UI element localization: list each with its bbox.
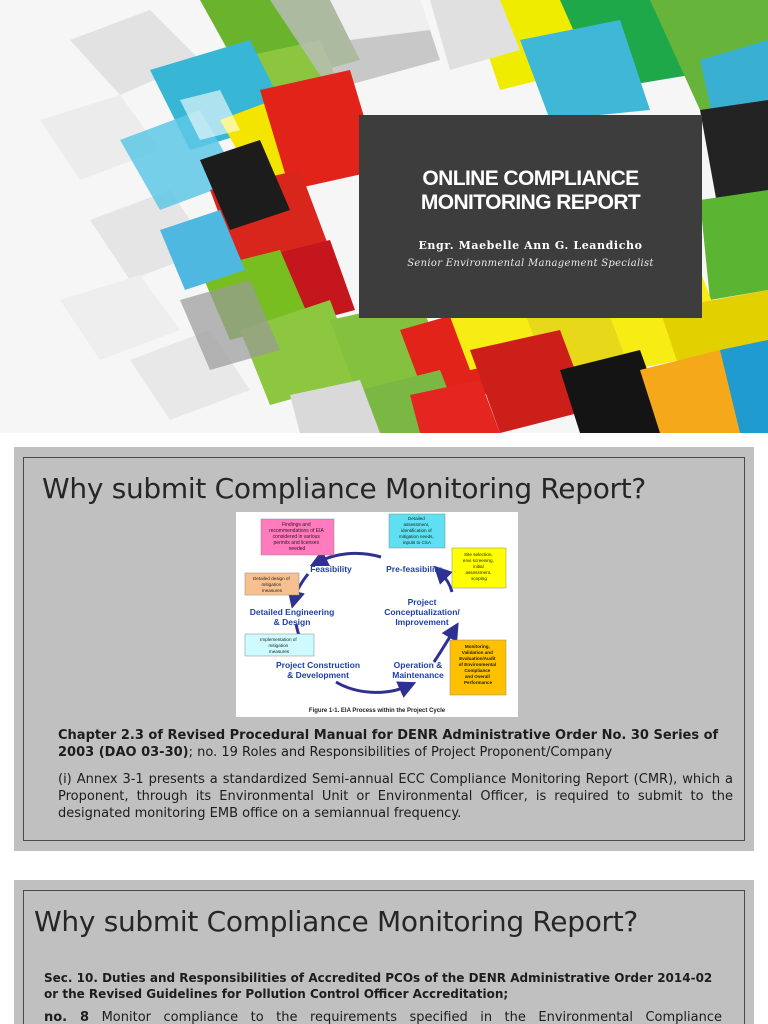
- svg-text:Site selection, envi: Site selection, envi screening, initial assessment, scoping: [462, 552, 494, 581]
- presentation-title: ONLINE COMPLIANCE MONITORING REPORT: [420, 167, 641, 214]
- annex-paragraph: (i) Annex 3-1 presents a standardized Semi-annual ECC Compliance Monitoring Report (CMR), which a Proponent, through its Environmental Unit or Environmental Officer, is required to submit to the designated monitoring EMB office on a semiannual frequency.: [58, 772, 733, 821]
- title-slide: [0, 0, 768, 433]
- svg-text:Maintenance: Maintenance: [392, 670, 444, 680]
- stage-detailed-engineering: Detailed Engineering: [249, 607, 335, 617]
- item-no-8-text: Monitor compliance to the requirements specified in the Environmental Compliance: [89, 1010, 723, 1024]
- item-no-8: [44, 1009, 722, 1024]
- svg-text:& Design: & Design: [273, 617, 311, 627]
- title-box: [359, 115, 702, 318]
- stage-conceptualization: Project: [407, 597, 437, 607]
- svg-text:Findings and recomme: Findings and recommendations of EIA considered in various permits and licenses needed: [269, 522, 324, 552]
- svg-text:Detailed design of m: Detailed design of mitigation measures: [252, 576, 290, 593]
- svg-text:Implementation of mi: Implementation of mitigation measures: [260, 637, 297, 654]
- stage-construction: Project Construction: [275, 660, 361, 670]
- stage-operation: Operation &: [393, 660, 443, 670]
- svg-text:& Development: & Development: [287, 670, 349, 680]
- eia-process-figure: [236, 512, 518, 717]
- slide-frame: [23, 457, 745, 841]
- slide-frame: [23, 890, 745, 1024]
- author-name: Engr. Maebelle Ann G. Leandicho: [418, 239, 643, 252]
- eia-cycle-diagram: [236, 512, 518, 717]
- stage-feasibility: Feasibility: [310, 564, 352, 574]
- chapter-reference: [58, 727, 733, 761]
- stage-prefeasibility: Pre-feasibility: [386, 564, 442, 574]
- section-10-paragraph: Sec. 10. Duties and Responsibilities of Accredited PCOs of the DENR Administrative Order 2014-02 or the Revised Guidelines for Pollution Control Officer Accreditation;: [44, 971, 713, 1001]
- svg-text:Monitoring, Validati: Monitoring, Validation and Evaluation/Audit of Environmental Compliance and Overall Performance: [458, 644, 497, 685]
- svg-text:Conceptualization/: Conceptualization/: [384, 607, 460, 617]
- item-no-8-label: no. 8: [44, 1010, 90, 1024]
- svg-text:Detailed assessment,: Detailed assessment, identification of mitigation needs, inputs to CSA: [398, 516, 434, 545]
- slide-why-submit-2: [14, 880, 754, 1024]
- svg-text:Improvement: Improvement: [395, 617, 449, 627]
- slide-heading: Why submit Compliance Monitoring Report?: [34, 905, 638, 938]
- chapter-reference-rest: ; no. 19 Roles and Responsibilities of Project Proponent/Company: [188, 745, 613, 760]
- author-role: Senior Environmental Management Specialist: [407, 258, 654, 269]
- figure-caption: Figure 1-1. EIA Process within the Project Cycle: [308, 708, 446, 714]
- slide-why-submit-1: [14, 447, 754, 851]
- slide-heading: Why submit Compliance Monitoring Report?: [42, 472, 646, 505]
- chapter-reference-bold: Chapter 2.3 of Revised Procedural Manual for DENR Administrative Order No. 30 Series of 2003 (DAO 03-30): [58, 728, 719, 760]
